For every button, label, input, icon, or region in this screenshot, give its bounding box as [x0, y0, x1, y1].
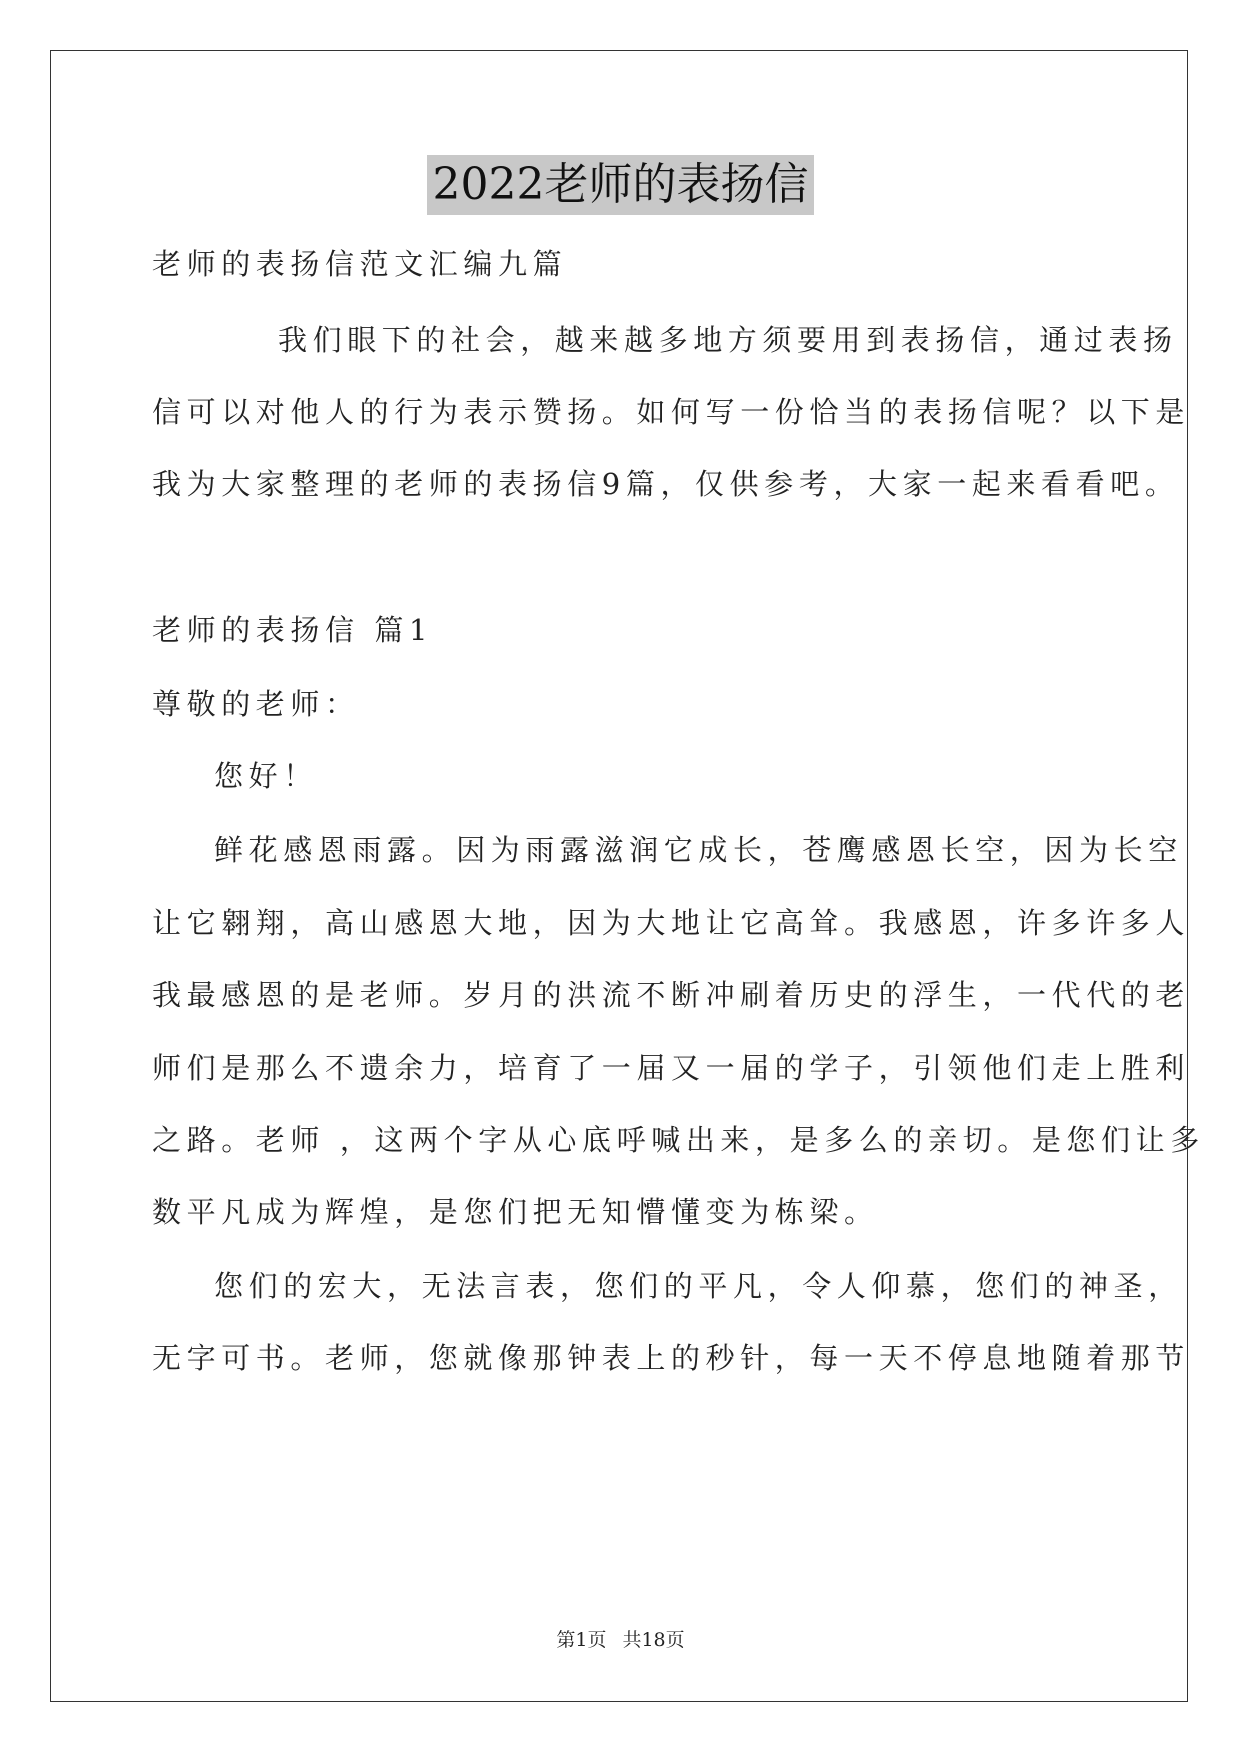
body-line-2: 让它翱翔，高山感恩大地，因为大地让它高耸。我感恩，许多许多人 [152, 906, 1191, 940]
intro-line-1: 我们眼下的社会，越来越多地方须要用到表扬信，通过表扬 [278, 323, 1178, 357]
body-line-8: 无字可书。老师，您就像那钟表上的秒针，每一天不停息地随着那节 [152, 1341, 1191, 1375]
intro-line-2: 信可以对他人的行为表示赞扬。如何写一份恰当的表扬信呢？以下是 [152, 395, 1191, 429]
subtitle: 老师的表扬信范文汇编九篇 [152, 247, 568, 281]
intro-line-3: 我为大家整理的老师的表扬信9篇，仅供参考，大家一起来看看吧。 [152, 467, 1180, 501]
body-line-7: 您们的宏大，无法言表，您们的平凡，令人仰慕，您们的神圣， [214, 1269, 1183, 1303]
title-container [0, 155, 1241, 215]
page-border [50, 50, 1205, 1702]
body-line-1: 鲜花感恩雨露。因为雨露滋润它成长，苍鹰感恩长空，因为长空 [214, 833, 1183, 867]
salutation: 尊敬的老师： [152, 687, 360, 721]
greeting: 您好！ [214, 759, 318, 793]
body-line-5: 之路。老师 ，这两个字从心底呼喊出来，是多么的亲切。是您们让多 [152, 1123, 1205, 1157]
section-heading: 老师的表扬信 篇1 [152, 613, 434, 647]
body-line-4: 师们是那么不遗余力，培育了一届又一届的学子，引领他们走上胜利 [152, 1051, 1191, 1085]
page-number: 第1页 [556, 1629, 607, 1651]
body-line-3: 我最感恩的是老师。岁月的洪流不断冲刷着历史的浮生，一代代的老 [152, 978, 1191, 1012]
page-footer [0, 1625, 1241, 1652]
body-line-6: 数平凡成为辉煌，是您们把无知懵懂变为栋梁。 [152, 1195, 879, 1229]
page-total: 共18页 [622, 1629, 685, 1651]
document-title: 2022老师的表扬信 [427, 155, 815, 215]
